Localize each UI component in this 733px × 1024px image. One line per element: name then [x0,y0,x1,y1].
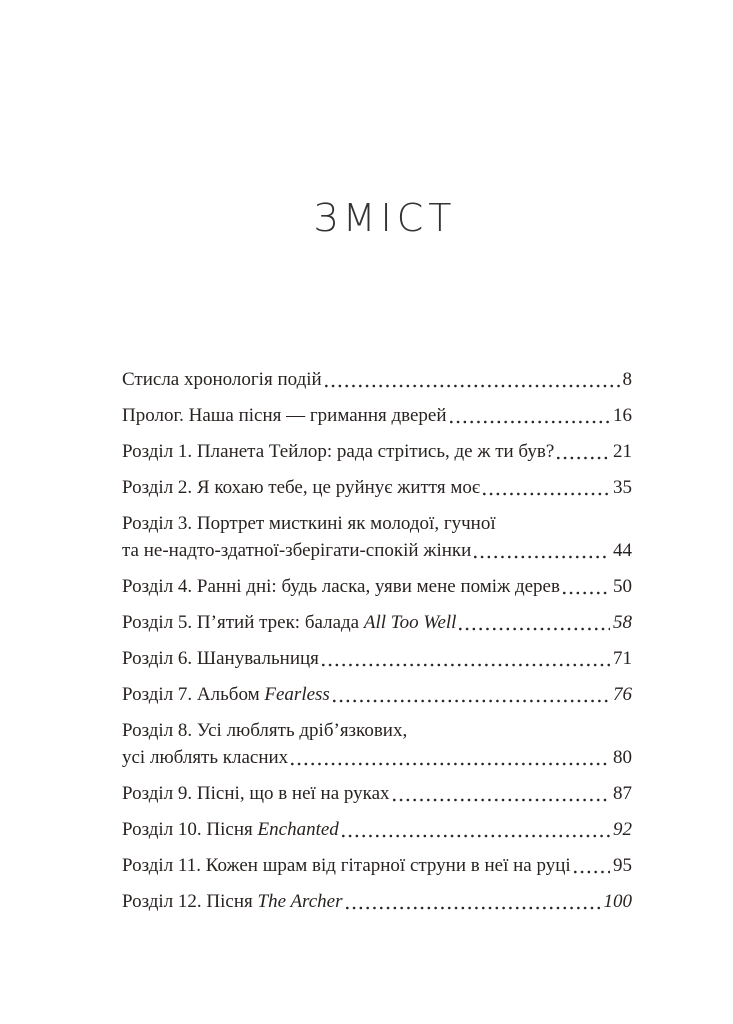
toc-entry-chapter-5 [122,609,632,636]
entry-title: Стисла хронологія подій [122,369,322,390]
entry-title: Розділ 11. Кожен шрам від гітарної струни в неї на руці [122,855,571,876]
entry-title: Розділ 1. Планета Тейлор: рада стрітись, де ж ти був? [122,441,555,462]
table-of-contents [122,366,632,924]
entry-page-number: 8 [622,369,632,390]
toc-entry-chapter-12 [122,888,632,915]
dot-leader [325,366,620,393]
toc-entry-chapter-4 [122,573,632,600]
toc-entry-chapter-9 [122,780,632,807]
dot-leader [483,474,610,501]
dot-leader [574,852,610,879]
entry-page-number: 35 [613,477,632,498]
entry-title-text: Розділ 7. Альбом [122,684,265,705]
dot-leader [557,438,610,465]
entry-title-song-name: Enchanted [257,819,339,840]
entry-title [122,816,339,843]
entry-title-line1: Розділ 8. Усі люблять дріб’язкових, [122,720,408,741]
dot-leader [342,816,610,843]
entry-title: Пролог. Наша пісня — гримання дверей [122,405,447,426]
entry-page-number: 58 [613,612,632,633]
dot-leader [474,537,610,564]
toc-entry-chapter-2 [122,474,632,501]
dot-leader [291,744,610,771]
entry-title-text: Розділ 5. П’ятий трек: балада [122,612,364,633]
entry-title [122,609,456,636]
dot-leader [322,645,610,672]
entry-page-number: 87 [613,783,632,804]
entry-title: Розділ 2. Я кохаю тебе, це руйнує життя моє [122,477,481,498]
entry-title-song-name: All Too Well [363,612,457,633]
toc-entry-chapter-1 [122,438,632,465]
entry-title-line1: Розділ 3. Портрет мисткині як молодої, гучної [122,513,496,534]
entry-title-line2: усі люблять класних [122,747,289,768]
entry-page-number: 100 [603,891,632,912]
entry-page-number: 95 [613,855,632,876]
entry-title-line2: та не-надто-здатної-зберігати-спокій жінки [122,540,472,561]
toc-entry-chapter-7 [122,681,632,708]
entry-page-number: 44 [613,540,632,561]
entry-title [122,888,343,915]
toc-entry-chapter-3 [122,510,632,564]
toc-entry-prologue [122,402,632,429]
entry-page-number: 92 [613,819,632,840]
entry-page-number: 71 [613,648,632,669]
entry-title: Розділ 9. Пісні, що в неї на руках [122,783,390,804]
toc-entry-chapter-6 [122,645,632,672]
entry-title: Розділ 4. Ранні дні: будь ласка, уяви мене поміж дерев [122,576,560,597]
entry-title: Розділ 6. Шанувальниця [122,648,319,669]
toc-entry-chapter-8 [122,717,632,771]
dot-leader [450,402,610,429]
entry-page-number: 21 [613,441,632,462]
dot-leader [393,780,610,807]
entry-page-number: 76 [613,684,632,705]
entry-page-number: 50 [613,576,632,597]
entry-title-text: Розділ 12. Пісня [122,891,258,912]
entry-page-number: 80 [613,747,632,768]
toc-entry-chapter-10 [122,816,632,843]
entry-title [122,681,330,708]
entry-page-number: 16 [613,405,632,426]
page-title: ЗМІСТ [313,196,457,240]
dot-leader [459,609,610,636]
entry-title-text: Розділ 10. Пісня [122,819,258,840]
entry-title-song-name: The Archer [257,891,343,912]
dot-leader [346,888,601,915]
entry-title-album-name: Fearless [264,684,330,705]
toc-entry-chronology [122,366,632,393]
toc-entry-chapter-11 [122,852,632,879]
dot-leader [563,573,610,600]
dot-leader [333,681,610,708]
